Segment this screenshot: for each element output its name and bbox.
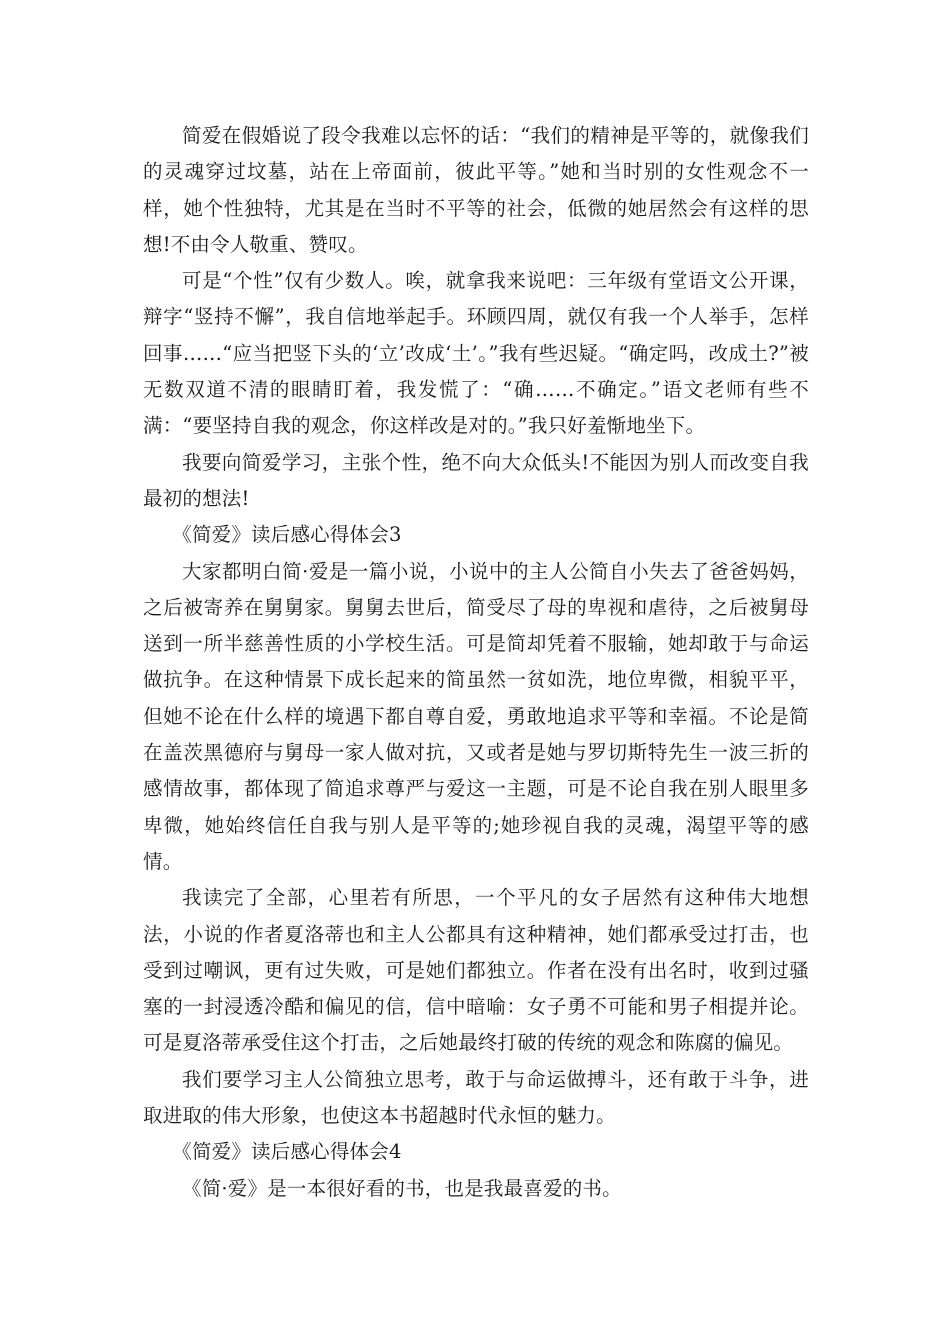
paragraph: 我们要学习主人公简独立思考，敢于与命运做搏斗，还有敢于斗争，进取进取的伟大形象，也使这本书超越时代永恒的魅力。 [143,1067,809,1128]
paragraph: 《简·爱》是一本很好看的书，也是我最喜爱的书。 [182,1176,622,1200]
paragraph: 可是“个性”仅有少数人。唉，就拿我来说吧：三年级有堂语文公开课，辩字“竖持不懈”，我自信地举起手。环顾四周，就仅有我一个人举手，怎样回事……“应当把竖下头的‘立’改成‘土’。”我有些迟疑。“确定吗，改成土?”被无数双道不清的眼睛盯着，我发慌了：“确……不确定。”语文老师有些不满：“要坚持自我的观念，你这样改是对的。”我只好羞惭地坐下。 [143,269,809,438]
paragraph: 我要向简爱学习，主张个性，绝不向大众低头!不能因为别人而改变自我最初的想法! [143,450,809,510]
paragraph: 简爱在假婚说了段令我难以忘怀的话：“我们的精神是平等的，就像我们的灵魂穿过坟墓，站在上帝面前，彼此平等。”她和当时别的女性观念不一样，她个性独特，尤其是在当时不平等的社会，低微的她居然会有这样的思想!不由令人敬重、赞叹。 [143,124,809,256]
section-heading: 《简爱》读后感心得体会4 [172,1140,402,1164]
paragraph: 我读完了全部，心里若有所思，一个平凡的女子居然有这种伟大地想法，小说的作者夏洛蒂也和主人公都具有这种精神，她们都承受过打击，也受到过嘲讽，更有过失败，可是她们都独立。作者在没有出名时，收到过骚塞的一封浸透冷酷和偏见的信，信中暗喻：女子勇不可能和男子相提并论。可是夏洛蒂承受住这个打击，之后她最终打破的传统的观念和陈腐的偏见。 [143,886,809,1055]
section-heading: 《简爱》读后感心得体会3 [172,523,402,547]
document-body [143,118,809,1207]
paragraph: 大家都明白简·爱是一篇小说，小说中的主人公简自小失去了爸爸妈妈，之后被寄养在舅舅家。舅舅去世后，简受尽了母的卑视和虐待，之后被舅母送到一所半慈善性质的小学校生活。可是简却凭着不服输，她却敢于与命运做抗争。在这种情景下成长起来的简虽然一贫如洗，地位卑微，相貌平平，但她不论在什么样的境遇下都自尊自爱，勇敢地追求平等和幸福。不论是简在盖茨黑德府与舅母一家人做对抗，又或者是她与罗切斯特先生一波三折的感情故事，都体现了简追求尊严与爱这一主题，可是不论自我在别人眼里多卑微，她始终信任自我与别人是平等的;她珍视自我的灵魂，渴望平等的感情。 [143,559,809,873]
